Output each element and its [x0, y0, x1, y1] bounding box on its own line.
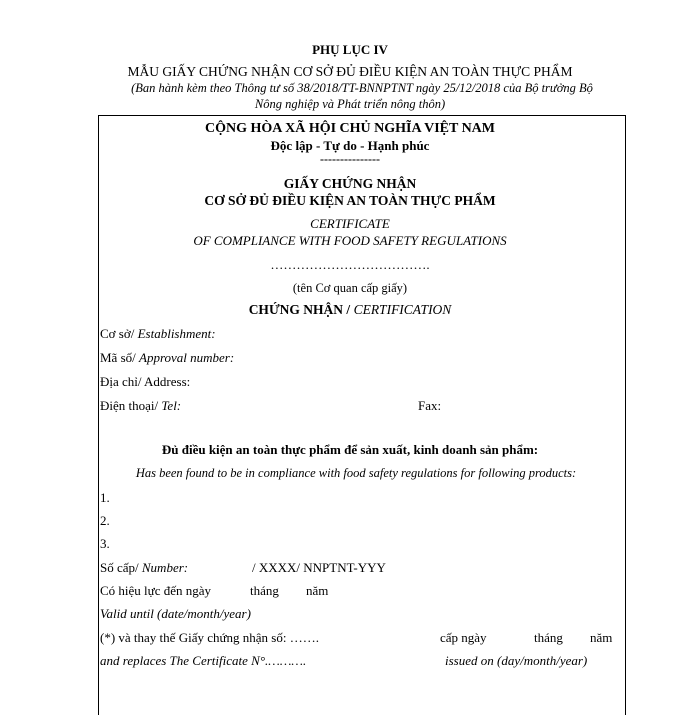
certification-heading [0, 302, 700, 318]
country-name: CỘNG HÒA XÃ HỘI CHỦ NGHĨA VIỆT NAM [204, 121, 495, 136]
appendix-title: PHỤ LỤC IV [312, 42, 388, 57]
validity-label-vi: Có hiệu lực đến ngày [100, 583, 212, 598]
certificate-subtitle-en: OF COMPLIANCE WITH FOOD SAFETY REGULATIONS [193, 233, 507, 248]
establishment-label-en: Establishment: [137, 326, 216, 341]
number-label-en: Number: [141, 560, 189, 575]
establishment-field [100, 326, 216, 342]
number-code: / XXXX/ NNPTNT-YYY [252, 560, 386, 575]
replace-label-en: and replaces The Certificate N°.………. [100, 653, 307, 668]
issued-year: năm [590, 630, 613, 645]
validity-month: tháng [250, 583, 279, 598]
approval-label-en: Approval number: [139, 350, 235, 365]
approval-label-vi: Mã số/ [100, 350, 136, 365]
certificate-title-en: CERTIFICATE [310, 216, 390, 231]
validity-year: năm [306, 583, 329, 598]
establishment-label-vi: Cơ sở/ [100, 326, 135, 341]
certificate-title-vi: GIẤY CHỨNG NHẬN [283, 176, 417, 191]
authority-dots: ………………………………. [270, 257, 430, 272]
product-item-2: 2. [100, 513, 110, 528]
eligibility-vi: Đủ điều kiện an toàn thực phẩm để sản xuất, kinh doanh sản phẩm: [161, 442, 539, 457]
motto: Độc lập - Tự do - Hạnh phúc [270, 138, 430, 153]
product-item-3: 3. [100, 536, 110, 551]
issued-note-line2: Nông nghiệp và Phát triển nông thôn) [254, 97, 446, 111]
phone-label-vi: Điện thoại/ [100, 398, 159, 413]
certification-en: CERTIFICATION [353, 302, 452, 317]
issued-date-label: cấp ngày [440, 630, 487, 645]
authority-label: (tên Cơ quan cấp giấy) [292, 281, 408, 295]
form-title: MẪU GIẤY CHỨNG NHẬN CƠ SỞ ĐỦ ĐIỀU KIỆN AN TOÀN THỰC PHẨM [127, 64, 573, 79]
certification-vi: CHỨNG NHẬN / [248, 302, 351, 317]
issued-note-line1: (Ban hành kèm theo Thông tư số 38/2018/TT-BNNPTNT ngày 25/12/2018 của Bộ trưởng Bộ [131, 81, 593, 95]
divider: --------------- [320, 152, 380, 166]
certificate-subtitle-vi: CƠ SỞ ĐỦ ĐIỀU KIỆN AN TOÀN THỰC PHẨM [204, 193, 496, 208]
address-field: Địa chỉ/ Address: [100, 374, 191, 389]
number-label-vi: Số cấp/ [100, 560, 139, 575]
product-item-1: 1. [100, 490, 110, 505]
issued-on-label-en: issued on (day/month/year) [445, 653, 588, 668]
phone-field [100, 398, 181, 414]
fax-field: Fax: [418, 398, 442, 413]
eligibility-en: Has been found to be in compliance with food safety regulations for following products: [135, 466, 577, 480]
validity-label-en: Valid until (date/month/year) [100, 606, 251, 621]
issued-month: tháng [534, 630, 563, 645]
phone-label-en: Tel: [161, 398, 182, 413]
approval-number-field [100, 350, 234, 366]
number-field [100, 560, 188, 576]
replace-label-vi: (*) và thay thế Giấy chứng nhận số: ……. [100, 630, 319, 645]
